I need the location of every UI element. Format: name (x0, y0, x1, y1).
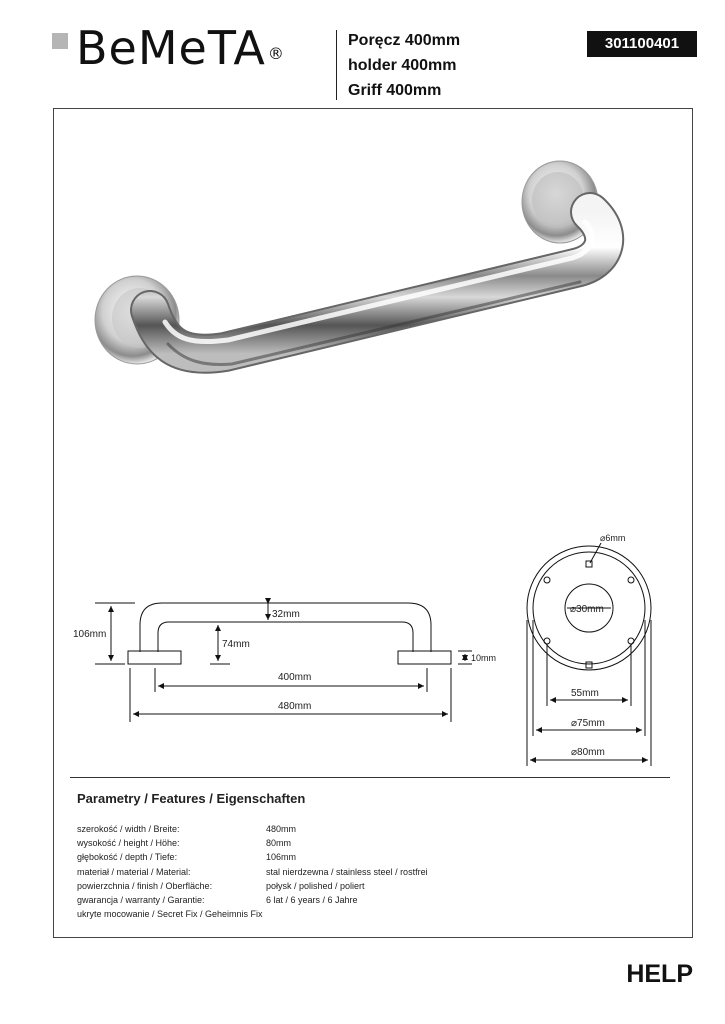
dim-6: ⌀6mm (600, 533, 626, 543)
dim-400: 400mm (278, 672, 312, 683)
spec-row-finish (77, 879, 428, 893)
dim-75: ⌀75mm (571, 718, 605, 729)
product-code-badge: 301100401 (587, 31, 697, 57)
specs-table (77, 822, 428, 921)
title-en: holder 400mm (348, 57, 457, 74)
spec-row-height (77, 836, 428, 850)
spec-value: 106mm (266, 852, 297, 863)
spec-label: powierzchnia / finish / Oberfläche: (77, 880, 213, 891)
right-base (398, 651, 451, 664)
spec-value: połysk / polished / poliert (266, 880, 365, 891)
registered-mark: ® (267, 44, 285, 63)
spec-row-warranty (77, 893, 428, 907)
spec-label: wysokość / height / Höhe: (77, 838, 180, 849)
spec-row-depth (77, 850, 428, 864)
spec-label: szerokość / width / Breite: (77, 824, 180, 834)
dim-10: 10mm (471, 653, 497, 663)
left-base (128, 651, 181, 664)
specs-heading: Parametry / Features / Eigenschaften (77, 791, 306, 806)
dim-106: 106mm (73, 629, 107, 640)
dim-30: ⌀30mm (570, 604, 604, 615)
dim-32: 32mm (272, 609, 300, 620)
spec-value: 6 lat / 6 years / 6 Jahre (266, 895, 358, 906)
dim-80: ⌀80mm (571, 747, 605, 758)
spec-row-width (77, 822, 428, 836)
help-label: HELP (626, 960, 693, 988)
spec-value: 480mm (266, 824, 297, 834)
spec-label: gwarancja / warranty / Garantie: (77, 895, 205, 906)
spec-label: głębokość / depth / Tiefe: (77, 852, 178, 863)
title-de: Griff 400mm (348, 82, 442, 99)
brand-name: BeMeTA (76, 21, 266, 75)
title-pl: Poręcz 400mm (348, 32, 461, 49)
spec-row-secret-fix (77, 907, 428, 921)
spec-label: ukryte mocowanie / Secret Fix / Geheimnis Fix (77, 909, 263, 920)
dim-55: 55mm (571, 688, 599, 699)
spec-value: stal nierdzewna / stainless steel / rostfrei (266, 866, 428, 877)
spec-row-material (77, 865, 428, 879)
spec-value: 80mm (266, 838, 292, 849)
dim-74: 74mm (222, 639, 250, 650)
dim-480: 480mm (278, 701, 312, 712)
spec-label: materiał / material / Material: (77, 866, 191, 877)
specs-divider (70, 777, 670, 778)
